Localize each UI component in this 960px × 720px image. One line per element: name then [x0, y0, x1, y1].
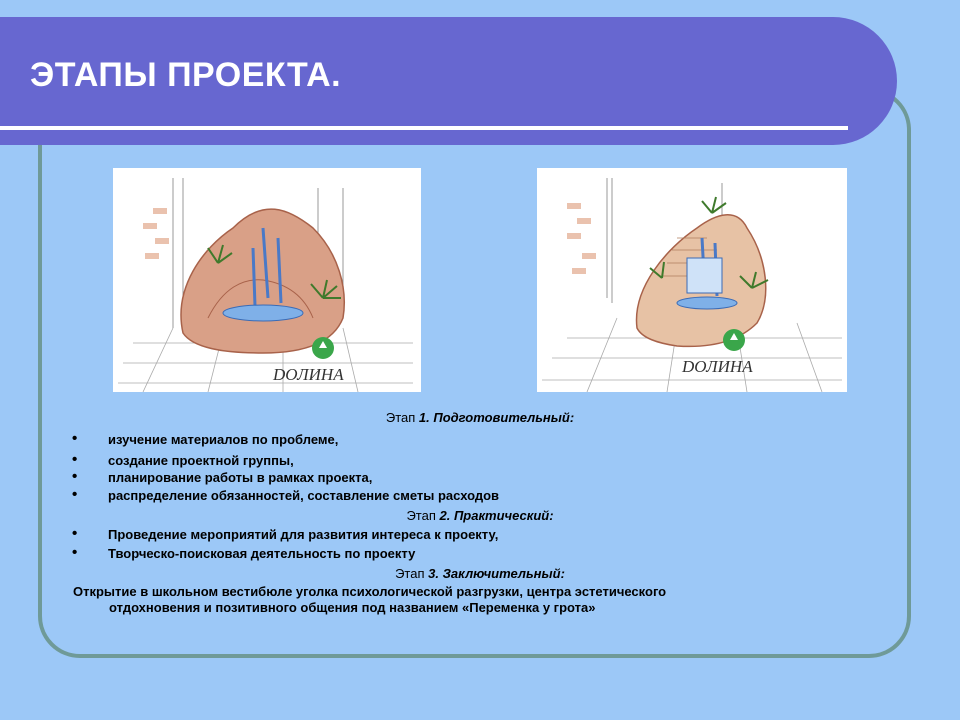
grotto-sketch-image-1	[113, 168, 421, 392]
stage-1-item: • изучение материалов по проблеме,	[108, 432, 338, 447]
stage-1-name: 1. Подготовительный:	[418, 410, 575, 425]
slide-title: ЭТАПЫ ПРОЕКТА.	[30, 56, 342, 94]
stage-2-name: 2. Практический:	[439, 508, 554, 523]
grotto-sketch-1-drawing	[113, 168, 421, 392]
logo-text-1: DОЛИНА	[273, 365, 344, 384]
stage-1-item: • планирование работы в рамках проекта,	[108, 470, 372, 485]
stage-2-heading	[0, 508, 960, 523]
stage-3-prefix: Этап	[395, 566, 429, 581]
stage-1-item: • создание проектной группы,	[108, 453, 294, 468]
stage-3-line-2: отдохновения и позитивного общения под названием «Переменка у грота»	[109, 600, 596, 615]
stage-3-line-1: Открытие в школьном вестибюле уголка психологической разгрузки, центра эстетического	[73, 584, 667, 599]
stage-2-prefix: Этап	[406, 508, 440, 523]
grotto-sketch-image-2	[537, 168, 847, 392]
stage-1-heading	[0, 410, 960, 425]
stage-2-item: • Проведение мероприятий для развития интереса к проекту,	[108, 527, 498, 542]
stage-3-text	[73, 584, 873, 616]
logo-text-2: DОЛИНА	[682, 357, 753, 376]
grotto-sketch-2-drawing	[537, 168, 847, 392]
stage-3-name: 3. Заключительный:	[428, 566, 565, 581]
stage-1-prefix: Этап	[385, 410, 419, 425]
stage-2-item: • Творческо-поисковая деятельность по проекту	[108, 546, 415, 561]
title-underline	[0, 126, 848, 130]
stage-3-heading	[0, 566, 960, 581]
stage-1-item: • распределение обязанностей, составление сметы расходов	[108, 488, 499, 503]
